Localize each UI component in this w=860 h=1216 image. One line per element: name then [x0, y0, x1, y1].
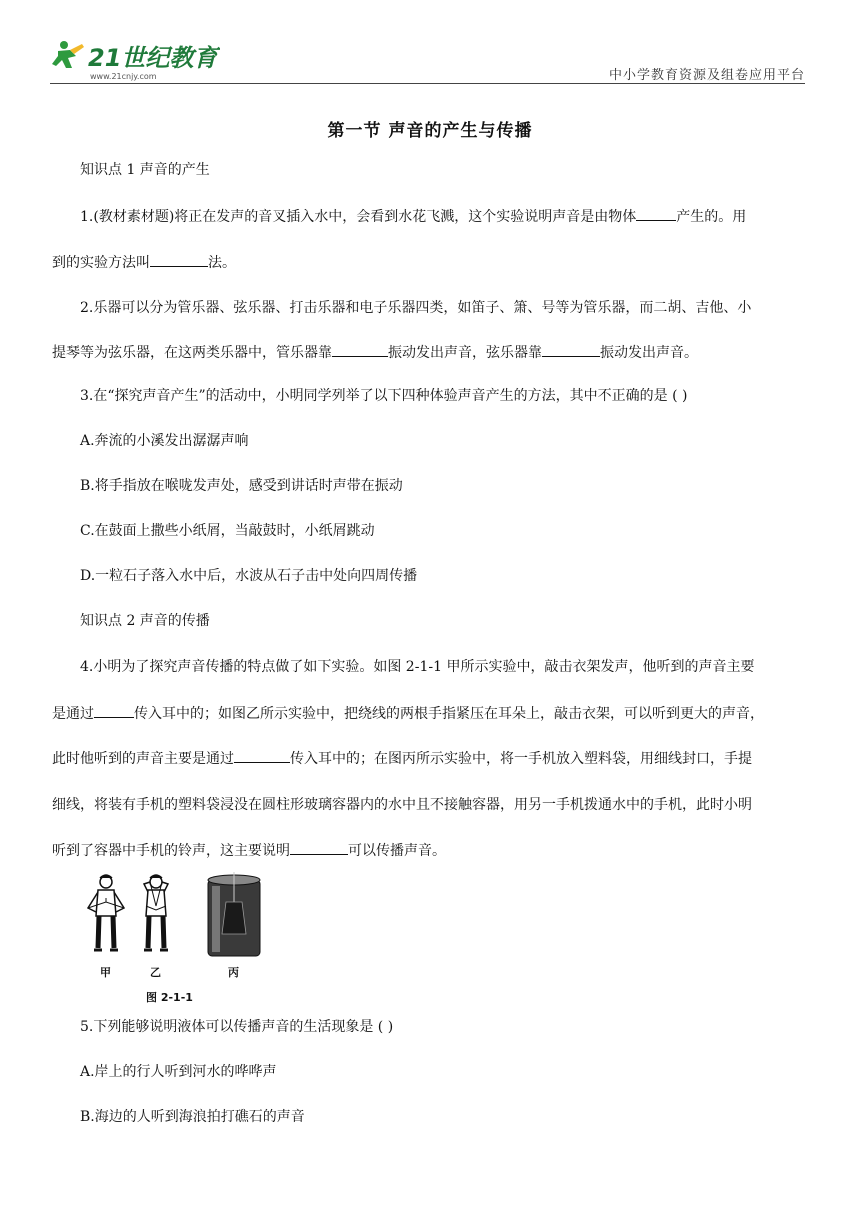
q5-option-b: B.海边的人听到海浪拍打礁石的声音 — [80, 1109, 305, 1125]
figure-illustration — [86, 872, 286, 967]
q1-blank-2 — [150, 252, 208, 267]
q2-blank-2 — [542, 342, 600, 357]
water-container-illustration — [208, 872, 260, 956]
figure-label-jia: 甲 — [100, 966, 111, 979]
q4-line-3 — [52, 748, 812, 768]
logo-url: www.21cnjy.com — [90, 72, 157, 81]
q5-option-a: A.岸上的行人听到河水的哗哗声 — [80, 1064, 277, 1080]
q3-option-d: D.一粒石子落入水中后，水波从石子击中处向四周传播 — [80, 568, 418, 584]
q4-line-4: 细线，将装有手机的塑料袋浸没在圆柱形玻璃容器内的水中且不接触容器，用另一手机拨通水中的手机，此时小明 — [52, 797, 752, 813]
q4-blank-2 — [234, 748, 290, 763]
q4-blank-3 — [290, 840, 348, 855]
q4-blank-1 — [94, 703, 134, 718]
q2-text-2c: 振动发出声音。 — [600, 345, 698, 361]
q4-text-2a: 是通过 — [52, 706, 94, 722]
page-header — [50, 38, 805, 82]
q3-option-a: A.奔流的小溪发出潺潺声响 — [80, 433, 249, 449]
q4-line-2 — [52, 703, 812, 723]
figure-label-bing: 丙 — [228, 966, 239, 979]
q3-stem: 3.在“探究声音产生”的活动中，小明同学列举了以下四种体验声音产生的方法，其中不正确的是 ( ) — [80, 388, 688, 404]
21cnjy-logo — [50, 38, 220, 82]
q2-blank-1 — [332, 342, 388, 357]
figure-caption: 图 2-1-1 — [146, 991, 193, 1004]
q3-option-c: C.在鼓面上撒些小纸屑，当敲鼓时，小纸屑跳动 — [80, 523, 375, 539]
knowledge-point-1: 知识点 1 声音的产生 — [80, 162, 210, 178]
q1-text-1b: 产生的。用 — [676, 209, 747, 225]
figure-label-yi: 乙 — [150, 966, 161, 979]
person-jia-illustration — [88, 875, 124, 950]
q3-option-b: B.将手指放在喉咙发声处，感受到讲话时声带在振动 — [80, 478, 403, 494]
q2-text-2b: 振动发出声音，弦乐器靠 — [388, 345, 542, 361]
logo-text: 21世纪教育 — [88, 44, 218, 72]
q1-text-2a: 到的实验方法叫 — [52, 255, 150, 271]
figure-2-1-1 — [86, 872, 286, 1002]
q4-line-1: 4.小明为了探究声音传播的特点做了如下实验。如图 2-1-1 甲所示实验中，敲击衣架发声，他听到的声音主要 — [80, 659, 755, 675]
q1-line-1 — [80, 206, 810, 227]
knowledge-point-2: 知识点 2 声音的传播 — [80, 613, 210, 629]
person-yi-illustration — [144, 875, 168, 950]
q4-text-2b: 传入耳中的；如图乙所示实验中，把绕线的两根手指紧压在耳朵上，敲击衣架，可以听到更大的声音， — [134, 706, 764, 722]
q4-text-5b: 可以传播声音。 — [348, 843, 446, 859]
q4-text-3a: 此时他听到的声音主要是通过 — [52, 751, 234, 767]
q5-stem: 5.下列能够说明液体可以传播声音的生活现象是 ( ) — [80, 1019, 394, 1035]
q4-text-5a: 听到了容器中手机的铃声，这主要说明 — [52, 843, 290, 859]
q2-line-1: 2.乐器可以分为管乐器、弦乐器、打击乐器和电子乐器四类，如笛子、箫、号等为管乐器，而二胡、吉他、小 — [80, 300, 752, 316]
platform-name: 中小学教育资源及组卷应用平台 — [608, 68, 805, 83]
q1-text-1a: 1.(教材素材题)将正在发声的音叉插入水中，会看到水花飞溅，这个实验说明声音是由物体 — [80, 209, 637, 225]
q4-line-5 — [52, 840, 812, 860]
header-divider — [50, 83, 805, 84]
q4-text-3b: 传入耳中的；在图丙所示实验中，将一手机放入塑料袋，用细线封口，手提 — [290, 751, 752, 767]
q1-blank-1 — [636, 206, 676, 221]
q2-text-2a: 提琴等为弦乐器，在这两类乐器中，管乐器靠 — [52, 345, 332, 361]
page-title: 第一节 声音的产生与传播 — [327, 121, 533, 141]
q1-line-2 — [52, 252, 812, 272]
q2-line-2 — [52, 342, 812, 362]
q1-text-2b: 法。 — [208, 255, 236, 271]
